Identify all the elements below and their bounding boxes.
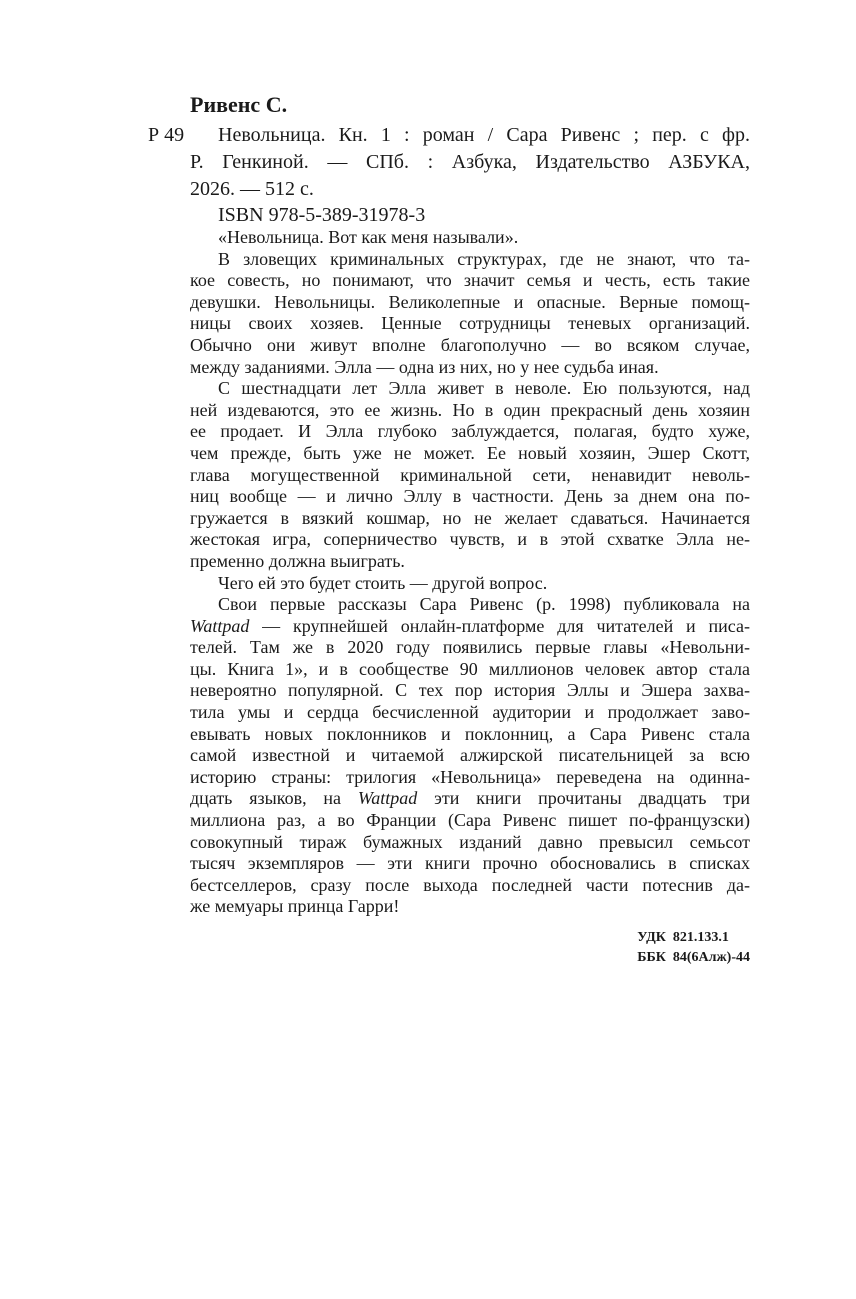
text-segment: историю страны: трилогия «Невольница» переведена на одинна- bbox=[190, 766, 750, 787]
text-line bbox=[190, 788, 750, 810]
text-segment: ней издеваются, это ее жизнь. Но в один прекрасный день хозяин bbox=[190, 399, 750, 420]
text-segment: невероятно популярной. С тех пор история Эллы и Эшера захва- bbox=[190, 680, 750, 701]
annotation-text bbox=[190, 227, 750, 918]
text-line bbox=[190, 400, 750, 422]
text-segment: — крупнейшей онлайн-платформе для читателей и писа- bbox=[249, 615, 750, 636]
call-number: Р 49 bbox=[148, 124, 185, 146]
text-line bbox=[190, 724, 750, 746]
text-segment: бестселлеров, сразу после выхода последней части потеснив да- bbox=[190, 874, 750, 895]
text-line bbox=[190, 443, 750, 465]
bbk-code: ББК 84(6Алж)-44 bbox=[637, 950, 750, 965]
text-line bbox=[190, 249, 750, 271]
bibliographic-line: Невольница. Кн. 1 : роман / Сара Ривенс ; пер. с фр. bbox=[218, 124, 750, 146]
text-segment: «Невольница. Вот как меня называли». bbox=[218, 227, 519, 247]
text-line bbox=[190, 637, 750, 659]
text-line bbox=[190, 767, 750, 789]
text-segment: тысяч экземпляров — эти книги прочно обосновались в списках bbox=[190, 853, 750, 874]
text-segment: ниц вообще — и лично Эллу в частности. День за днем она по- bbox=[190, 486, 750, 507]
text-segment: чем прежде, быть уже не может. Ее новый хозяин, Эшер Скотт, bbox=[190, 442, 750, 463]
text-line bbox=[190, 357, 750, 379]
text-line bbox=[190, 853, 750, 875]
text-segment: самой известной и читаемой алжирской писательницей за всю bbox=[190, 745, 750, 766]
text-line bbox=[190, 292, 750, 314]
paragraph bbox=[190, 378, 750, 572]
text-line bbox=[190, 896, 750, 918]
text-segment: ницы своих хозяев. Ценные сотрудницы теневых организаций. bbox=[190, 313, 750, 334]
italic-title: Wattpad bbox=[190, 615, 250, 636]
text-line bbox=[190, 616, 750, 638]
text-line bbox=[190, 313, 750, 335]
text-segment: девушки. Невольницы. Великолепные и опасные. Верные помощ- bbox=[190, 291, 750, 312]
paragraph bbox=[190, 573, 750, 595]
text-segment: В зловещих криминальных структурах, где не знают, что та- bbox=[218, 248, 750, 269]
text-line bbox=[190, 594, 750, 616]
bibliographic-line: Р. Генкиной. — СПб. : Азбука, Издательство АЗБУКА, bbox=[190, 151, 750, 173]
text-line bbox=[190, 465, 750, 487]
bibliographic-line: 2026. — 512 с. bbox=[190, 178, 314, 200]
text-line bbox=[190, 529, 750, 551]
text-segment: тила умы и сердца бесчисленной аудитории и продолжает заво- bbox=[190, 702, 750, 723]
paragraph bbox=[190, 594, 750, 918]
text-segment: Обычно они живут вполне благополучно — во всяком случае, bbox=[190, 334, 750, 355]
bibliographic-description bbox=[190, 122, 750, 203]
text-line bbox=[190, 745, 750, 767]
text-line bbox=[190, 573, 750, 595]
text-segment: глава могущественной криминальной сети, ненавидит неволь- bbox=[190, 464, 750, 485]
text-segment: евывать новых поклонников и поклонниц, а Сара Ривенс стала bbox=[190, 723, 750, 744]
text-segment: ее продает. И Элла глубоко заблуждается, полагая, будто хуже, bbox=[190, 421, 750, 442]
text-line bbox=[190, 810, 750, 832]
text-segment: эти книги прочитаны двадцать три bbox=[417, 788, 750, 809]
text-line bbox=[190, 421, 750, 443]
classification-codes bbox=[637, 928, 750, 968]
author-heading: Ривенс С. bbox=[190, 92, 288, 117]
text-line bbox=[190, 702, 750, 724]
text-segment: миллиона раз, а во Франции (Сара Ривенс пишет по-французски) bbox=[190, 810, 750, 831]
italic-title: Wattpad bbox=[357, 788, 418, 809]
text-segment: же мемуары принца Гарри! bbox=[190, 896, 400, 917]
paragraph bbox=[190, 227, 750, 249]
text-segment: кое совесть, но понимают, что значит семья и честь, есть такие bbox=[190, 270, 750, 291]
text-line bbox=[190, 378, 750, 400]
text-segment: пременно должна выиграть. bbox=[190, 550, 405, 571]
text-line bbox=[190, 551, 750, 573]
paragraph bbox=[190, 249, 750, 379]
text-segment: цы. Книга 1», и в сообществе 90 миллионов человек автор стала bbox=[190, 658, 750, 679]
text-segment: совокупный тираж бумажных изданий давно превысил семьсот bbox=[190, 831, 750, 852]
text-segment: жестокая игра, соперничество чувств, и в этой схватке Элла не- bbox=[190, 529, 750, 550]
text-line bbox=[190, 270, 750, 292]
text-line bbox=[190, 486, 750, 508]
text-segment: Чего ей это будет стоить — другой вопрос. bbox=[218, 572, 548, 593]
text-line bbox=[190, 508, 750, 530]
udk-code: УДК 821.133.1 bbox=[637, 930, 729, 945]
text-line bbox=[190, 875, 750, 897]
text-line bbox=[190, 335, 750, 357]
text-line bbox=[190, 832, 750, 854]
text-segment: между заданиями. Элла — одна из них, но у нее судьба иная. bbox=[190, 356, 659, 377]
text-segment: гружается в вязкий кошмар, но не желает сдаваться. Начинается bbox=[190, 507, 750, 528]
text-segment: телей. Там же в 2020 году появились первые главы «Невольни- bbox=[190, 637, 750, 658]
text-line bbox=[190, 659, 750, 681]
text-line bbox=[190, 680, 750, 702]
text-line bbox=[190, 227, 750, 249]
text-segment: Свои первые рассказы Сара Ривенс (р. 1998) публиковала на bbox=[218, 594, 750, 615]
isbn: ISBN 978-5-389-31978-3 bbox=[218, 204, 426, 226]
text-segment: дцать языков, на bbox=[190, 788, 358, 809]
text-segment: С шестнадцати лет Элла живет в неволе. Ею пользуются, над bbox=[218, 378, 750, 399]
